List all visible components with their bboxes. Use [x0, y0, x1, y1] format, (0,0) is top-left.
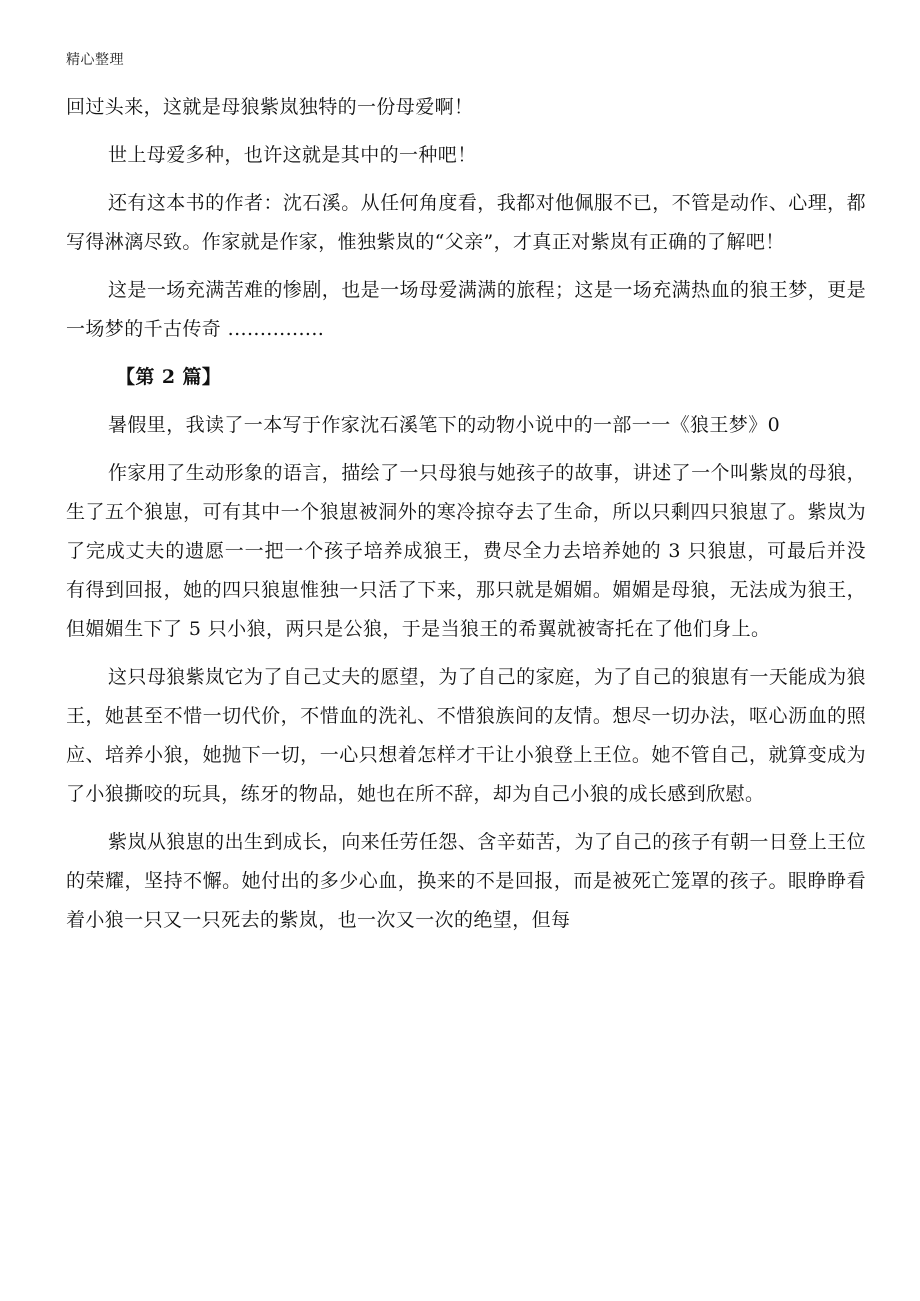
paragraph-8: 紫岚从狼崽的出生到成长，向来任劳任怨、含辛茹苦，为了自己的孩子有朝一日登上王位的荣耀，坚持不懈。她付出的多少心血，换来的不是回报，而是被死亡笼罩的孩子。眼睁睁看着小狼一只又一只死去的紫岚，也一次又一次的绝望，但每 [66, 831, 866, 931]
paragraph-5: 暑假里，我读了一本写于作家沈石溪笔下的动物小说中的一部一一《狼王梦》0 [108, 414, 781, 436]
paragraph-4: 这是一场充满苦难的惨剧，也是一场母爱满满的旅程；这是一场充满热血的狼王梦，更是一场梦的千古传奇 ............... [66, 279, 866, 340]
document-body [66, 88, 866, 940]
paragraph-7: 这只母狼紫岚它为了自己丈夫的愿望，为了自己的家庭，为了自己的狼崽有一天能成为狼王，她甚至不惜一切代价，不惜血的洗礼、不惜狼族间的友情。想尽一切办法，呕心沥血的照应、培养小狼，她抛下一切，一心只想着怎样才干让小狼登上王位。她不管自己，就算变成为了小狼撕咬的玩具，练牙的物品，她也在所不辞，却为自己小狼的成长感到欣慰。 [66, 666, 866, 805]
paragraph-6: 作家用了生动形象的语言，描绘了一只母狼与她孩子的故事，讲述了一个叫紫岚的母狼，生了五个狼崽，可有其中一个狼崽被洞外的寒冷掠夺去了生命，所以只剩四只狼崽了。紫岚为了完成丈夫的遗愿一一把一个孩子培养成狼王，费尽全力去培养她的 3 只狼崽，可最后并没有得到回报，她的四只狼崽惟独一只活了下来，那只就是媚媚。媚媚是母狼，无法成为狼王，但媚媚生下了 5 只小狼，两只是公狼，于是当狼王的希翼就被寄托在了他们身上。 [66, 462, 866, 640]
section-heading: 【第 2 篇】 [116, 366, 222, 388]
page-header: 精心整理 [66, 52, 124, 68]
paragraph-1: 回过头来，这就是母狼紫岚独特的一份母爱啊！ [66, 96, 474, 118]
paragraph-2: 世上母爱多种，也许这就是其中的一种吧！ [108, 144, 477, 166]
paragraph-3: 还有这本书的作者：沈石溪。从任何角度看，我都对他佩服不已，不管是动作、心理，都写得淋漓尽致。作家就是作家，惟独紫岚的“父亲”，才真正对紫岚有正确的了解吧！ [66, 192, 866, 253]
